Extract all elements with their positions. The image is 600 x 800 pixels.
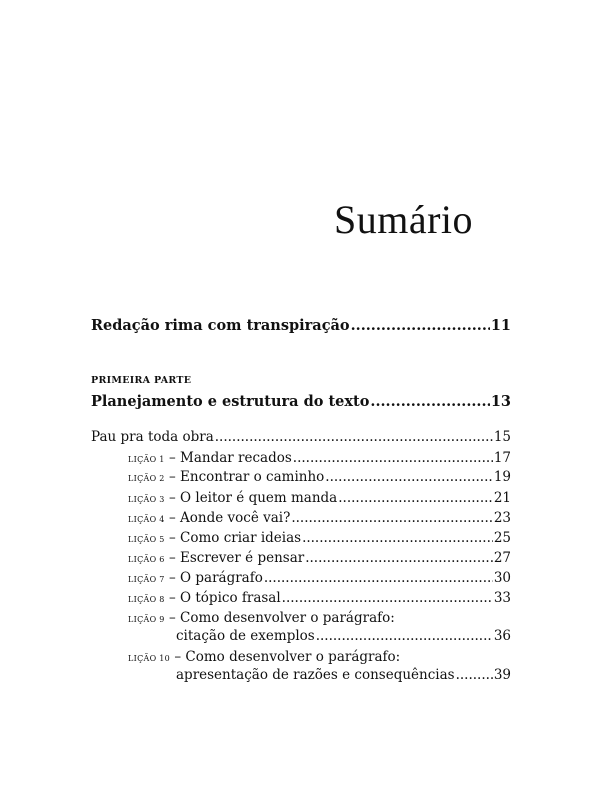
toc-entry-lesson-cont[interactable] (176, 667, 511, 683)
leader-dots (282, 590, 493, 606)
lesson-page: 39 (493, 667, 511, 683)
toc-entry-lesson[interactable] (128, 530, 511, 546)
lesson-tag: LIÇÃO 5 (128, 535, 165, 544)
leader-dots (325, 469, 493, 485)
toc-entry-lesson[interactable] (128, 450, 511, 466)
leader-dots (302, 530, 493, 546)
lesson-title-cont: apresentação de razões e consequências (176, 667, 455, 683)
lesson-sep: – (168, 550, 176, 566)
toc-entry-lesson-heading[interactable] (128, 649, 400, 665)
lesson-sep: – (174, 649, 182, 665)
lesson-title-cont: citação de exemplos (176, 628, 315, 644)
lesson-title: Mandar recados (180, 450, 292, 466)
leader-dots (293, 450, 493, 466)
lesson-title: Encontrar o caminho (180, 469, 325, 485)
lesson-sep: – (168, 530, 176, 546)
lesson-title: O parágrafo (180, 570, 263, 586)
lesson-title: O tópico frasal (180, 590, 281, 606)
lesson-tag: LIÇÃO 9 (128, 615, 165, 624)
lesson-page: 30 (493, 570, 511, 586)
lesson-title: Escrever é pensar (180, 550, 305, 566)
toc-entry-lesson[interactable] (128, 590, 511, 606)
lesson-tag: LIÇÃO 7 (128, 575, 165, 584)
page-title: Sumário (333, 197, 473, 242)
toc-entry-label: Redação rima com transpiração (91, 317, 350, 334)
toc-entry-lesson[interactable] (128, 490, 511, 506)
lesson-page: 19 (493, 469, 511, 485)
lesson-page: 36 (493, 628, 511, 644)
lesson-sep: – (168, 570, 176, 586)
toc-entry-page: 11 (490, 317, 511, 334)
toc-entry-lesson[interactable] (128, 570, 511, 586)
lesson-tag: LIÇÃO 3 (128, 495, 165, 504)
lesson-title: Como criar ideias (180, 530, 302, 546)
leader-dots (456, 667, 493, 683)
lesson-sep: – (168, 450, 176, 466)
toc-entry-label: Planejamento e estrutura do texto (91, 393, 370, 410)
lesson-tag: LIÇÃO 1 (128, 455, 165, 464)
toc-entry-page: 13 (490, 393, 511, 410)
lesson-page: 33 (493, 590, 511, 606)
leader-dots (351, 317, 490, 334)
lesson-sep: – (168, 610, 176, 626)
leader-dots (215, 429, 493, 445)
lesson-tag: LIÇÃO 10 (128, 654, 171, 663)
toc-entry-section[interactable] (91, 429, 511, 445)
toc-entry-lesson[interactable] (128, 469, 511, 485)
lesson-page: 23 (493, 510, 511, 526)
lesson-tag: LIÇÃO 6 (128, 555, 165, 564)
lesson-sep: – (168, 510, 176, 526)
leader-dots (291, 510, 492, 526)
lesson-title: Como desenvolver o parágrafo: (180, 610, 395, 626)
leader-dots (305, 550, 493, 566)
lesson-title: Aonde você vai? (180, 510, 291, 526)
lesson-page: 27 (493, 550, 511, 566)
toc-entry-intro[interactable] (91, 317, 511, 334)
toc-entry-lesson[interactable] (128, 550, 511, 566)
toc-entry-lesson-cont[interactable] (176, 628, 511, 644)
leader-dots (338, 490, 493, 506)
lesson-tag: LIÇÃO 8 (128, 595, 165, 604)
lesson-tag: LIÇÃO 2 (128, 474, 165, 483)
lesson-page: 21 (493, 490, 511, 506)
toc-entry-part-1[interactable] (91, 393, 511, 410)
leader-dots (316, 628, 493, 644)
lesson-title: Como desenvolver o parágrafo: (185, 649, 401, 665)
part-label: PRIMEIRA PARTE (91, 375, 192, 386)
lesson-sep: – (168, 490, 176, 506)
leader-dots (264, 570, 493, 586)
lesson-sep: – (168, 590, 176, 606)
lesson-page: 25 (493, 530, 511, 546)
toc-entry-lesson[interactable] (128, 510, 511, 526)
toc-entry-lesson-heading[interactable] (128, 610, 395, 626)
toc-entry-page: 15 (493, 429, 511, 445)
lesson-title: O leitor é quem manda (180, 490, 338, 506)
lesson-sep: – (168, 469, 176, 485)
leader-dots (370, 393, 489, 410)
lesson-page: 17 (493, 450, 511, 466)
lesson-tag: LIÇÃO 4 (128, 515, 165, 524)
toc-entry-label: Pau pra toda obra (91, 429, 214, 445)
